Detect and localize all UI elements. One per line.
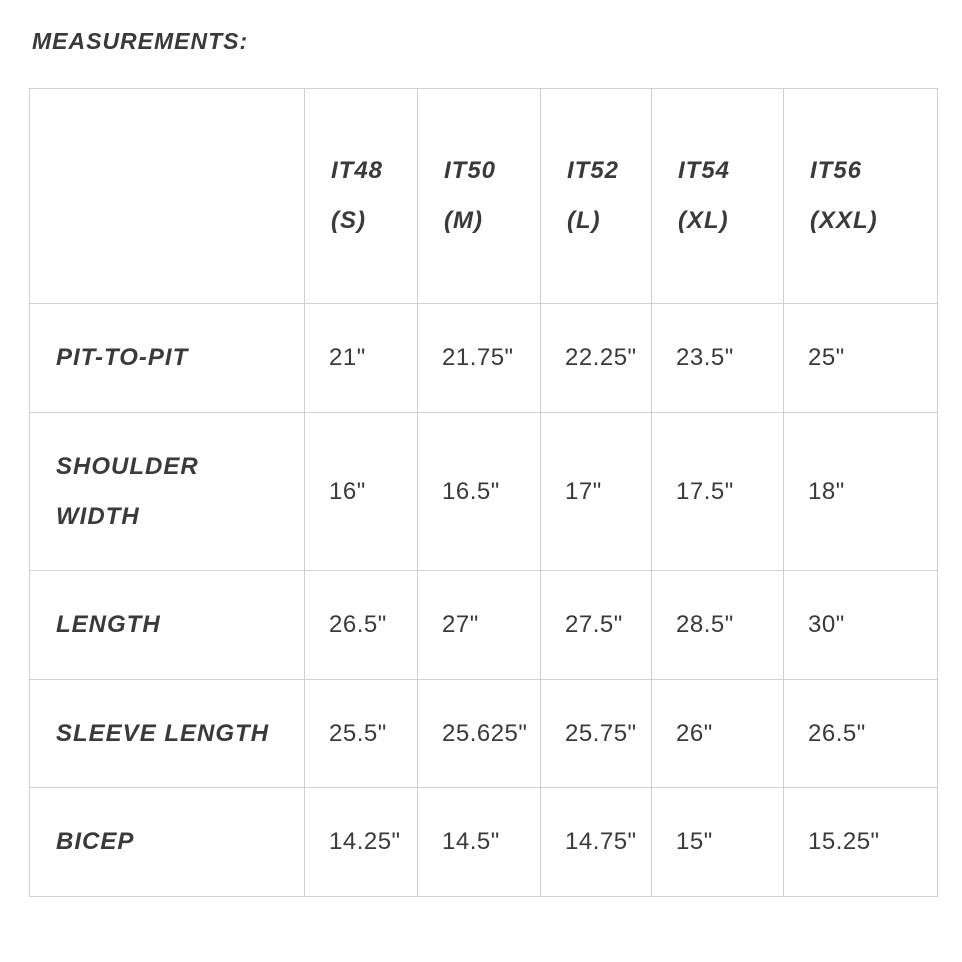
corner-cell	[30, 89, 305, 304]
table-cell: 17.5"	[652, 413, 784, 571]
header-row	[30, 89, 938, 304]
row-label	[30, 788, 305, 897]
size-code: IT52	[567, 157, 620, 184]
table-cell: 21.75"	[418, 304, 541, 413]
table-cell: 25.625"	[418, 680, 541, 788]
column-header	[418, 89, 541, 304]
row-label-text: PIT-TO-PIT	[56, 344, 189, 371]
table-cell: 28.5"	[652, 571, 784, 680]
size-code: IT54	[678, 157, 731, 184]
table-row	[30, 571, 938, 680]
size-code: IT50	[444, 157, 497, 184]
size-chart-table	[29, 88, 938, 897]
table-cell: 15.25"	[784, 788, 938, 897]
row-label	[30, 571, 305, 680]
table-cell: 22.25"	[541, 304, 652, 413]
table-cell: 14.5"	[418, 788, 541, 897]
table-cell: 26"	[652, 680, 784, 788]
row-label	[30, 304, 305, 413]
column-header	[652, 89, 784, 304]
table-cell: 25.5"	[305, 680, 418, 788]
table-row	[30, 304, 938, 413]
table-cell: 23.5"	[652, 304, 784, 413]
table-cell: 25"	[784, 304, 938, 413]
table-cell: 17"	[541, 413, 652, 571]
size-letter: (L)	[567, 207, 601, 234]
table-cell: 14.25"	[305, 788, 418, 897]
column-header	[784, 89, 938, 304]
size-code: IT56	[810, 157, 863, 184]
row-label-text: WIDTH	[56, 502, 140, 530]
row-label-text: LENGTH	[56, 611, 161, 638]
table-cell: 16"	[305, 413, 418, 571]
size-letter: (XXL)	[810, 207, 878, 234]
row-label-text: SHOULDER	[56, 452, 199, 480]
table-row	[30, 788, 938, 897]
size-letter: (XL)	[678, 207, 729, 234]
column-header	[541, 89, 652, 304]
section-heading: MEASUREMENTS:	[32, 28, 249, 54]
row-label-text: SLEEVE LENGTH	[56, 719, 270, 747]
size-code: IT48	[331, 157, 384, 184]
table-cell: 27.5"	[541, 571, 652, 680]
table-cell: 26.5"	[305, 571, 418, 680]
row-label	[30, 680, 305, 788]
table-cell: 30"	[784, 571, 938, 680]
table-cell: 14.75"	[541, 788, 652, 897]
table-row	[30, 413, 938, 571]
table-cell: 27"	[418, 571, 541, 680]
table-cell: 25.75"	[541, 680, 652, 788]
table-cell: 18"	[784, 413, 938, 571]
column-header	[305, 89, 418, 304]
row-label	[30, 413, 305, 571]
table-row	[30, 680, 938, 788]
row-label-text: BICEP	[56, 828, 135, 855]
table-cell: 15"	[652, 788, 784, 897]
table-cell: 26.5"	[784, 680, 938, 788]
size-letter: (S)	[331, 207, 366, 234]
table-cell: 16.5"	[418, 413, 541, 571]
size-letter: (M)	[444, 207, 483, 234]
table-cell: 21"	[305, 304, 418, 413]
